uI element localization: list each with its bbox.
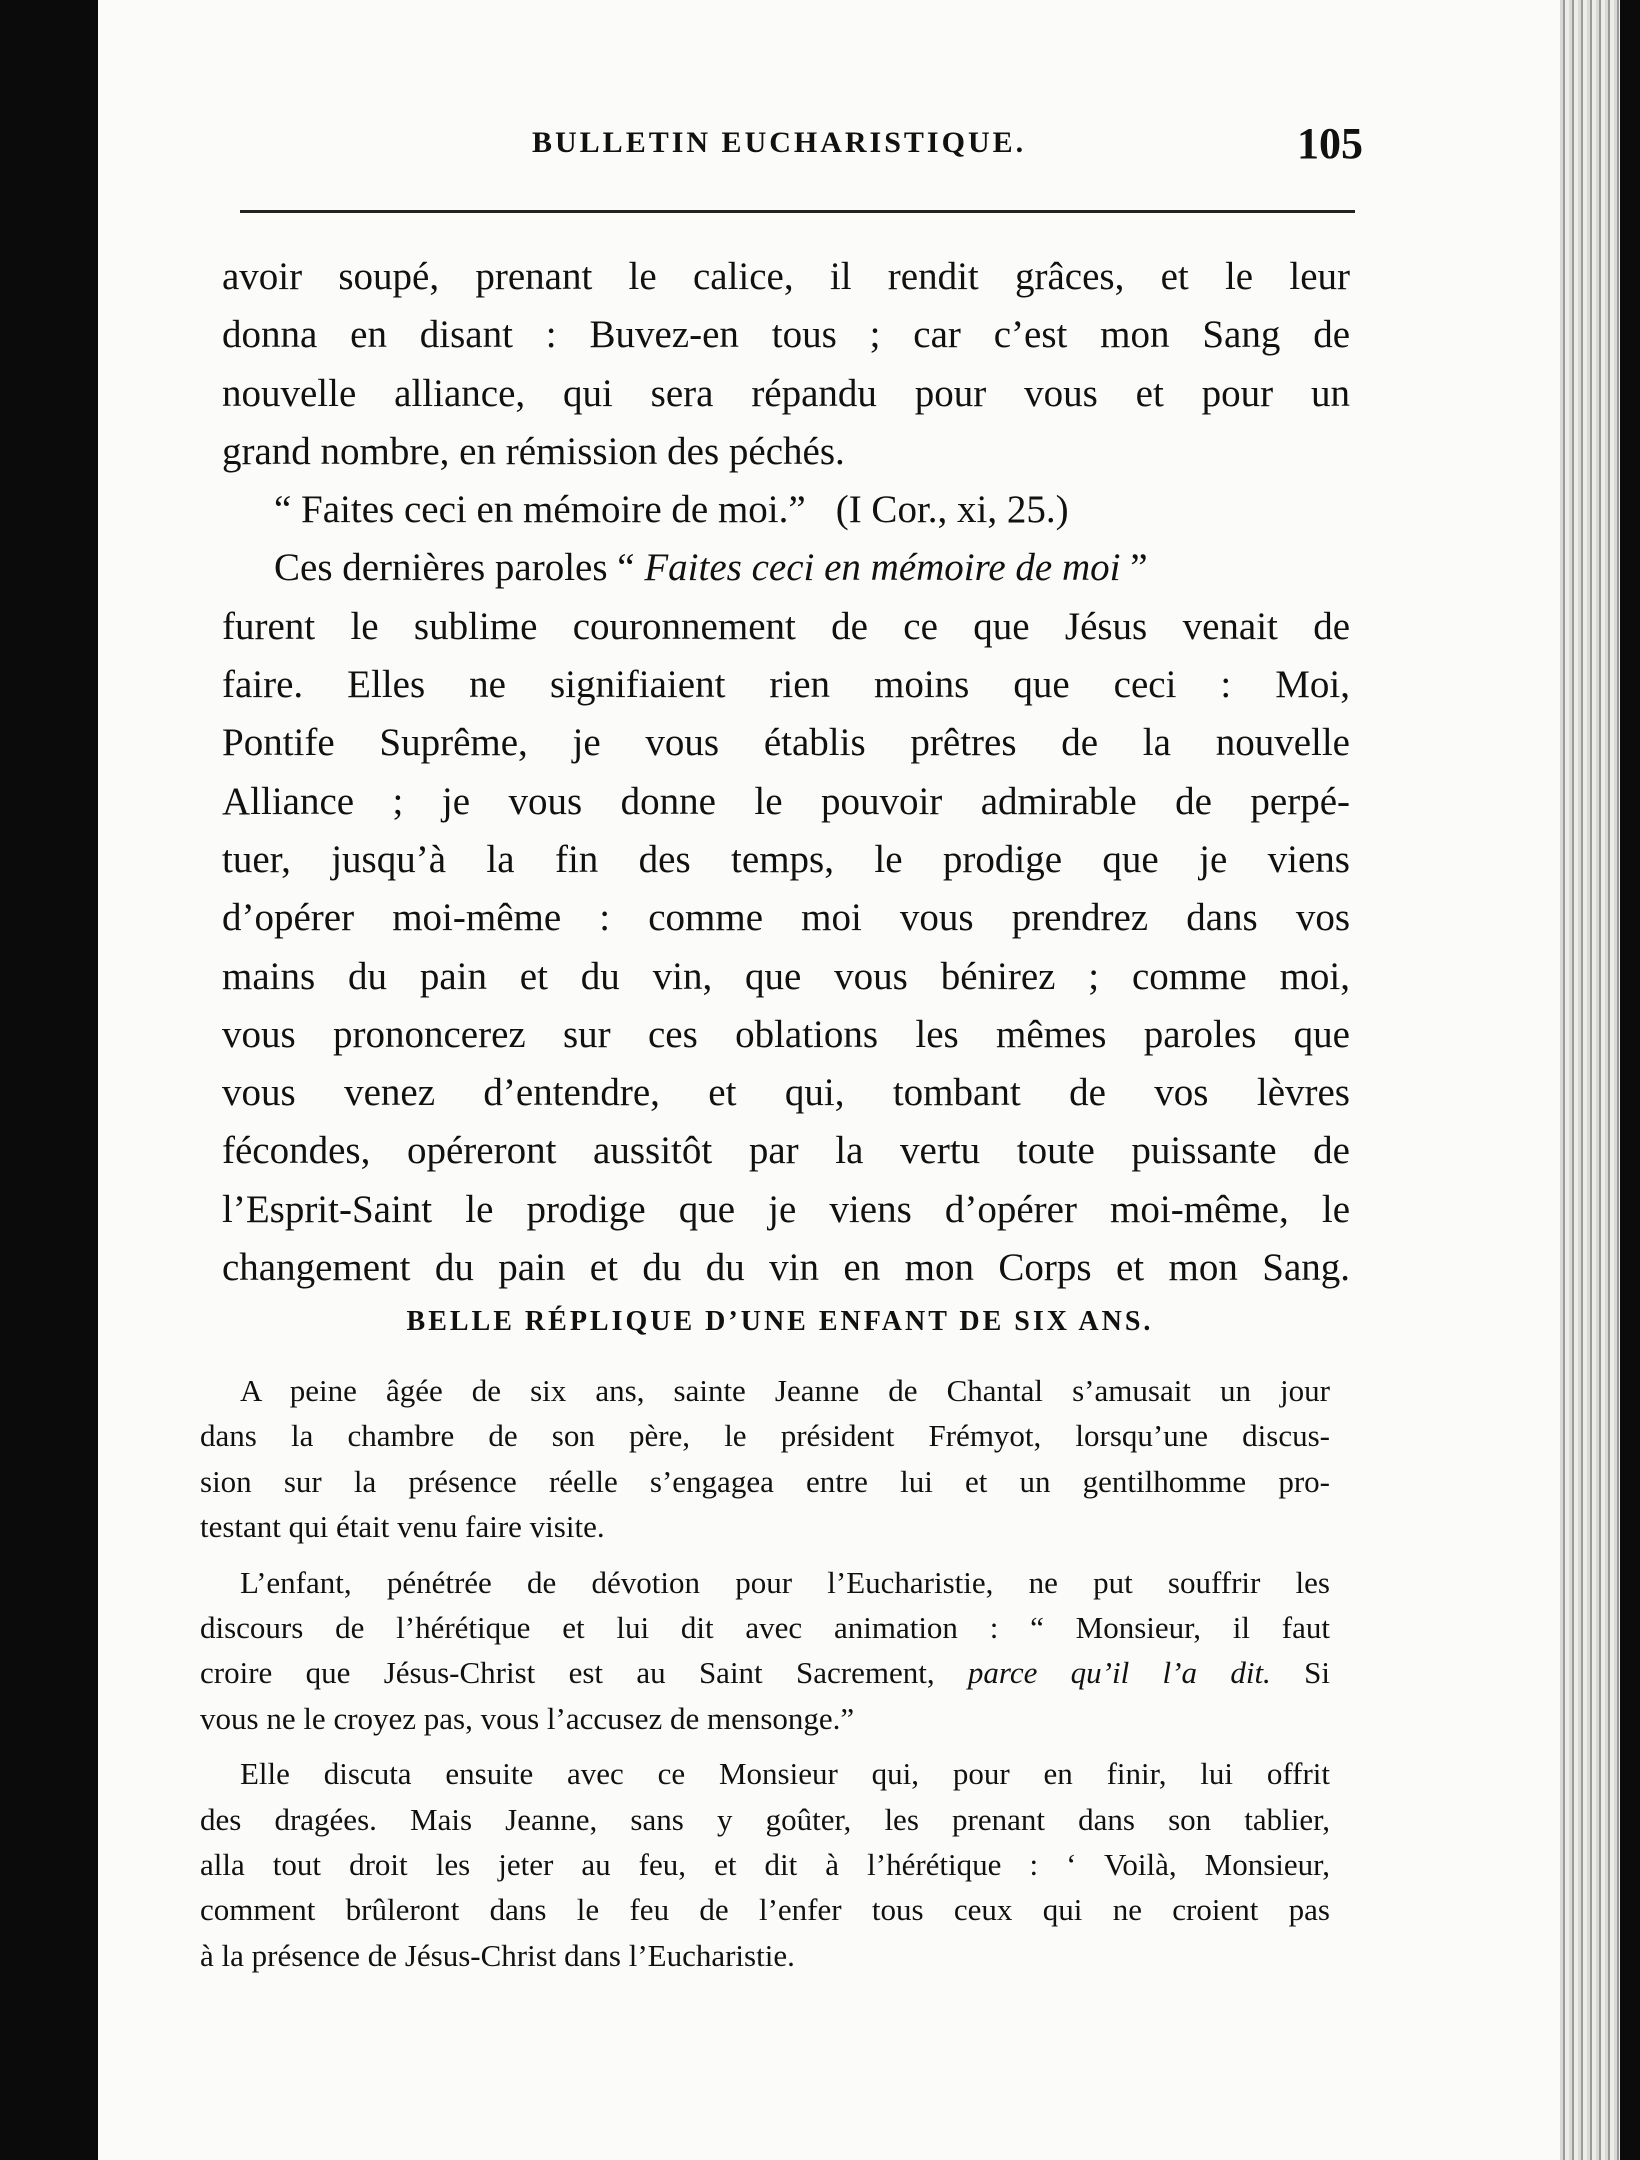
- text-line: vous ne le croyez pas, vous l’accusez de mensonge.”: [200, 1700, 855, 1736]
- text-line: vous prononcerez sur ces oblations les mêmes paroles que: [222, 1012, 1350, 1056]
- text-line: fécondes, opéreront aussitôt par la vertu toute puissante de: [222, 1129, 1350, 1173]
- closing-quote: ”: [1120, 546, 1148, 590]
- header-rule: [240, 210, 1355, 213]
- line-start: croire que Jésus-Christ est au Saint Sacrement,: [200, 1655, 935, 1691]
- section-heading: BELLE RÉPLIQUE D’UNE ENFANT DE SIX ANS.: [406, 1306, 1154, 1337]
- italic-phrase: parce qu’il l’a dit.: [967, 1655, 1271, 1691]
- page-edges: [1560, 0, 1620, 2160]
- page-number: 105: [1297, 119, 1363, 168]
- citation: (I Cor., xi, 25.): [835, 488, 1069, 532]
- text-line: A peine âgée de six ans, sainte Jeanne de Chantal s’amusait un jour: [240, 1373, 1330, 1408]
- text-line: donna en disant : Buvez-en tous ; car c’est mon Sang de: [222, 313, 1350, 357]
- text-line: Elle discuta ensuite avec ce Monsieur qui, pour en finir, lui offrit: [240, 1756, 1330, 1792]
- paragraph-gap: [200, 1550, 1330, 1560]
- quote-line: [222, 481, 1350, 539]
- text-line: faire. Elles ne signifiaient rien moins que ceci : Moi,: [222, 663, 1350, 707]
- quote-text: “ Faites ceci en mémoire de moi.”: [274, 488, 806, 532]
- text-line: [200, 1650, 1330, 1695]
- text-line: tuer, jusqu’à la fin des temps, le prodige que je viens: [222, 837, 1350, 881]
- text-line: mains du pain et du vin, que vous bénirez ; comme moi,: [222, 954, 1350, 998]
- anecdote-text: [200, 1368, 1330, 1978]
- line-end: Si: [1270, 1655, 1330, 1691]
- text-line: l’Esprit-Saint le prodige que je viens d’opérer moi-même, le: [222, 1187, 1350, 1231]
- line-start: Ces dernières paroles “: [274, 546, 635, 590]
- page-header: [240, 118, 1363, 178]
- text-line: alla tout droit les jeter au feu, et dit à l’hérétique : ‘ Voilà, Monsieur,: [200, 1846, 1330, 1882]
- text-line: d’opérer moi-même : comme moi vous prendrez dans vos: [222, 896, 1350, 940]
- text-line: furent le sublime couronnement de ce que Jésus venait de: [222, 604, 1350, 648]
- text-line: à la présence de Jésus-Christ dans l’Eucharistie.: [200, 1937, 795, 1973]
- text-line: vous venez d’entendre, et qui, tombant de vos lèvres: [222, 1071, 1350, 1115]
- italic-quote: Faites ceci en mémoire de moi: [644, 546, 1121, 590]
- text-line: L’enfant, pénétrée de dévotion pour l’Eucharistie, ne put souffrir les: [240, 1564, 1330, 1600]
- text-line: grand nombre, en rémission des péchés.: [222, 429, 845, 473]
- text-line: sion sur la présence réelle s’engagea entre lui et un gentilhomme pro-: [200, 1463, 1330, 1499]
- text-line: testant qui était venu faire visite.: [200, 1509, 605, 1545]
- text-line: Alliance ; je vous donne le pouvoir admirable de perpé-: [222, 779, 1350, 823]
- text-line: avoir soupé, prenant le calice, il rendit grâces, et le leur: [222, 255, 1350, 298]
- text-line: discours de l’hérétique et lui dit avec animation : “ Monsieur, il faut: [200, 1609, 1330, 1645]
- paragraph-gap: [200, 1741, 1330, 1751]
- text-line: dans la chambre de son père, le président Frémyot, lorsqu’une discus-: [200, 1418, 1330, 1454]
- text-line: [222, 539, 1350, 597]
- running-head: BULLETIN EUCHARISTIQUE.: [532, 126, 1027, 159]
- text-line: nouvelle alliance, qui sera répandu pour vous et pour un: [222, 371, 1350, 415]
- main-text: [222, 248, 1350, 1297]
- text-line: comment brûleront dans le feu de l’enfer tous ceux qui ne croient pas: [200, 1892, 1330, 1928]
- text-line: des dragées. Mais Jeanne, sans y goûter, les prenant dans son tablier,: [200, 1801, 1330, 1837]
- text-line: Pontife Suprême, je vous établis prêtres de la nouvelle: [222, 721, 1350, 765]
- text-line: changement du pain et du du vin en mon Corps et mon Sang.: [222, 1246, 1350, 1290]
